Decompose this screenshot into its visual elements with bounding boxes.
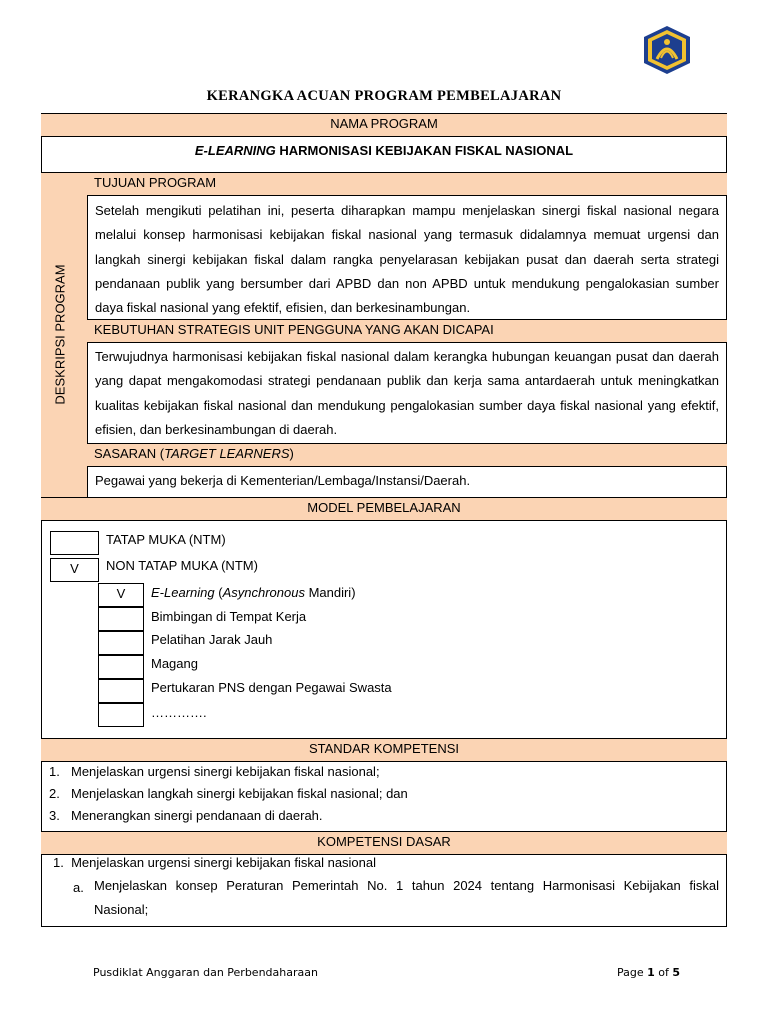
model-header	[41, 497, 727, 521]
sub-option-checkbox	[98, 703, 144, 727]
sub-option-label: Pelatihan Jarak Jauh	[151, 632, 273, 647]
standar-header	[41, 738, 727, 762]
nama-program-label: NAMA PROGRAM	[330, 116, 438, 131]
non-tatap-muka-label: NON TATAP MUKA (NTM)	[106, 558, 258, 573]
standar-item-text: Menjelaskan langkah sinergi kebijakan fiskal nasional; dan	[71, 786, 408, 801]
sasaran-label-pre: SASARAN (	[94, 446, 165, 461]
page-word: Page	[617, 966, 648, 979]
kebutuhan-text: Terwujudnya harmonisasi kebijakan fiskal nasional dalam kerangka hubungan keuangan pusat dan daerah yang dapat mengakomodasi strategi pendanaan publik dan kerja sama antardaerah untuk meningkatkan kualitas kebijakan fiskal nasional dan mendukung pengalokasian sumber daya fiskal nasional yang efektif, efisien, dan berkesinambungan di daerah.	[95, 349, 719, 437]
model-label: MODEL PEMBELAJARAN	[307, 500, 461, 515]
footer-left: Pusdiklat Anggaran dan Perbendaharaan	[93, 966, 318, 979]
page-total: 5	[672, 966, 681, 979]
kompetensi-sub-text: Menjelaskan konsep Peraturan Pemerintah No. 1 tahun 2024 tentang Harmonisasi Kebijakan fiskal Nasional;	[94, 878, 719, 918]
standar-item-num: 3.	[49, 808, 60, 823]
elearning-label-async: Asynchronous	[222, 585, 305, 600]
kemenkeu-logo-icon	[640, 25, 694, 75]
elearning-checkbox: V	[98, 583, 144, 607]
sasaran-header	[87, 443, 727, 467]
page-number	[617, 966, 680, 979]
elearning-label-mid: (	[214, 585, 223, 600]
sub-option-checkbox	[98, 607, 144, 631]
elearning-label-end: Mandiri)	[304, 585, 356, 600]
sasaran-text: Pegawai yang bekerja di Kementerian/Lembaga/Instansi/Daerah.	[95, 473, 471, 488]
sub-option-label: Pertukaran PNS dengan Pegawai Swasta	[151, 680, 392, 695]
standar-item	[49, 808, 323, 823]
tatap-muka-checkbox	[50, 531, 99, 555]
sasaran-label-italic: TARGET LEARNERS	[164, 446, 290, 461]
kompetensi-sub-num: a.	[73, 880, 84, 895]
program-name-italic: E-LEARNING	[194, 143, 276, 158]
standar-item-text: Menerangkan sinergi pendanaan di daerah.	[71, 808, 323, 823]
standar-item	[49, 786, 408, 801]
standar-item-num: 1.	[49, 764, 60, 779]
sasaran-label-post: )	[289, 446, 294, 461]
elearning-label	[151, 585, 356, 600]
standar-item-num: 2.	[49, 786, 60, 801]
tujuan-label: TUJUAN PROGRAM	[94, 175, 217, 190]
page-current: 1	[647, 966, 655, 979]
tatap-muka-label: TATAP MUKA (NTM)	[106, 532, 226, 547]
kompetensi-header	[41, 831, 727, 855]
kebutuhan-label: KEBUTUHAN STRATEGIS UNIT PENGGUNA YANG AKAN DICAPAI	[94, 322, 494, 337]
kompetensi-label: KOMPETENSI DASAR	[317, 834, 451, 849]
document-title: KERANGKA ACUAN PROGRAM PEMBELAJARAN	[206, 88, 562, 104]
sub-option-checkbox	[98, 631, 144, 655]
program-name-rest: HARMONISASI KEBIJAKAN FISKAL NASIONAL	[275, 143, 574, 158]
tujuan-header	[87, 172, 727, 196]
standar-item-text: Menjelaskan urgensi sinergi kebijakan fiskal nasional;	[71, 764, 380, 779]
sub-option-checkbox	[98, 679, 144, 703]
kompetensi-item: 1. Menjelaskan urgensi sinergi kebijakan fiskal nasional	[53, 855, 377, 870]
sub-option-checkbox	[98, 655, 144, 679]
tujuan-text: Setelah mengikuti pelatihan ini, peserta diharapkan mampu menjelaskan sinergi fiskal nasional negara melalui konsep harmonisasi kebijakan fiskal nasional yang termasuk didalamnya memuat urgensi dan langkah sinergi kebijakan fiskal dalam rangka penyelarasan kebijakan pusat dan daerah serta strategi pendanaan publik yang bersumber dari APBD dan non APBD untuk mendukung pengalokasian sumber daya fiskal nasional yang efektif, efisien, dan berkesinambungan.	[95, 203, 719, 316]
elearning-label-italic: E-Learning	[151, 585, 215, 600]
page-of: of	[654, 966, 673, 979]
nama-program-header	[41, 113, 727, 137]
sub-option-label: Magang	[151, 656, 198, 671]
standar-label: STANDAR KOMPETENSI	[308, 741, 459, 756]
standar-item	[49, 764, 380, 779]
non-tatap-muka-checkbox: V	[50, 558, 99, 582]
kebutuhan-header	[87, 319, 727, 343]
sub-option-label: Bimbingan di Tempat Kerja	[151, 609, 307, 624]
deskripsi-program-label: DESKRIPSI PROGRAM	[52, 264, 68, 405]
sub-option-label: ………….	[151, 705, 207, 720]
program-name	[41, 143, 727, 158]
